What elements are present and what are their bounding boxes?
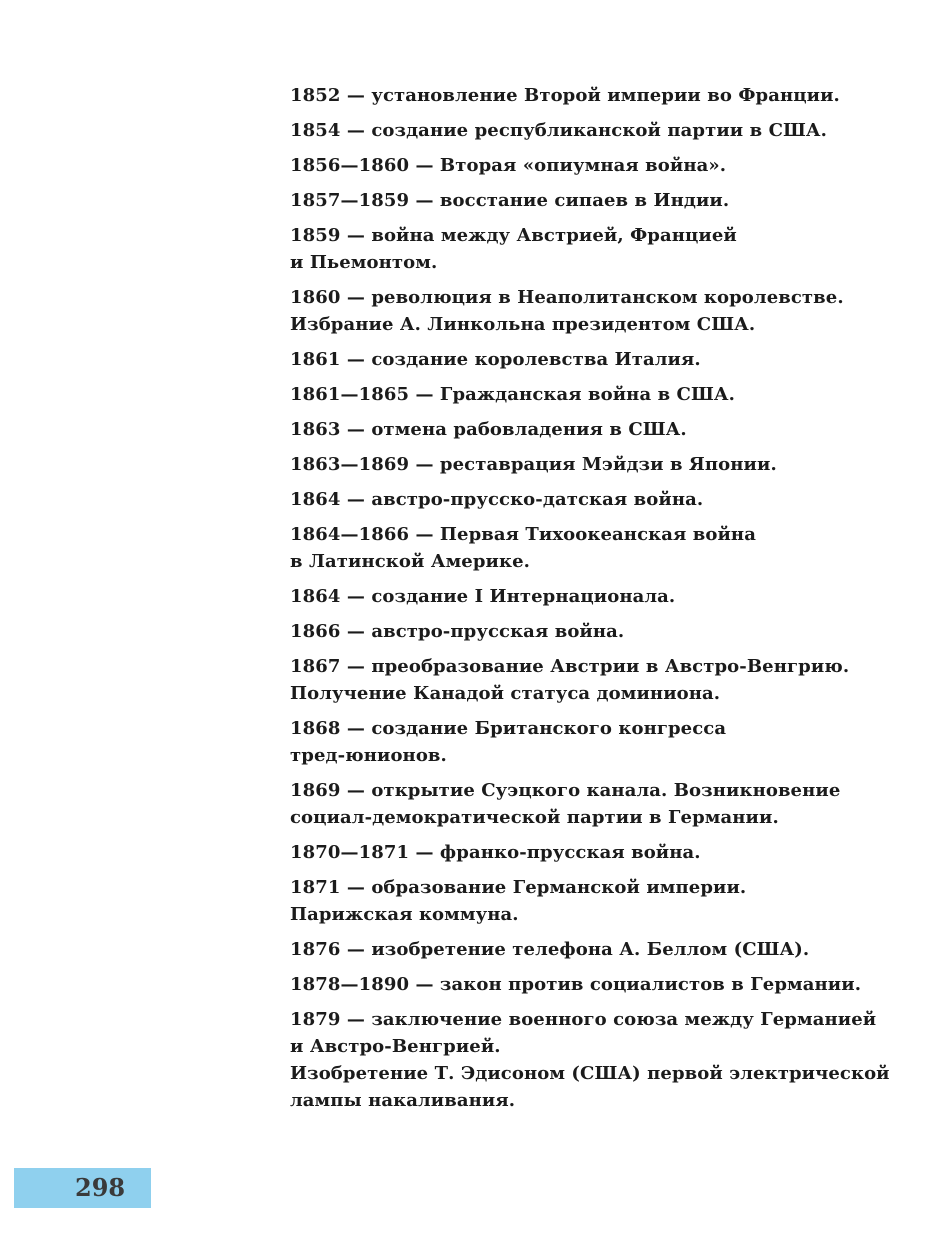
entry-line: 1860 — революция в Неаполитанском королевстве.: [290, 287, 844, 308]
chronology-entry: [290, 187, 870, 214]
entry-line: 1868 — создание Британского конгресса: [290, 718, 727, 739]
chronology-entry: [290, 82, 870, 109]
chronology-entry: [290, 839, 870, 866]
entry-line: 1861 — создание королевства Италия.: [290, 349, 701, 370]
chronology-entry: [290, 521, 870, 575]
entry-line: 1867 — преобразование Австрии в Австро-Венгрию.: [290, 656, 850, 677]
entry-line: 1856—1860 — Вторая «опиумная война».: [290, 155, 727, 176]
entry-line: 1866 — австро-прусская война.: [290, 621, 625, 642]
chronology-entry: [290, 346, 870, 373]
chronology-entry: [290, 222, 870, 276]
chronology-entry: [290, 416, 870, 443]
page-number: 298: [75, 1173, 126, 1202]
entry-line: 1854 — создание республиканской партии в США.: [290, 120, 828, 141]
chronology-entry: [290, 715, 870, 769]
entry-line: 1861—1865 — Гражданская война в США.: [290, 384, 736, 405]
chronology-entry: [290, 777, 870, 831]
chronology-entry: [290, 486, 870, 513]
entry-line: 1864 — создание I Интернационала.: [290, 586, 676, 607]
chronology-entry: [290, 874, 870, 928]
chronology-entry: [290, 152, 870, 179]
entry-line: лампы накаливания.: [290, 1090, 516, 1111]
chronology-entry: [290, 1006, 890, 1114]
chronology-entry: [290, 936, 870, 963]
entry-line: 1852 — установление Второй империи во Франции.: [290, 85, 840, 106]
entry-line: 1869 — открытие Суэцкого канала. Возникновение: [290, 780, 841, 801]
entry-line: 1870—1871 — франко-прусская война.: [290, 842, 701, 863]
chronology-entry: [290, 117, 870, 144]
entry-line: 1864 — австро-прусско-датская война.: [290, 489, 704, 510]
entry-line: 1859 — война между Австрией, Францией: [290, 225, 737, 246]
entry-line: в Латинской Америке.: [290, 551, 531, 572]
chronology-entry: [290, 284, 870, 338]
entry-line: Изобретение Т. Эдисоном (США) первой электрической: [290, 1063, 890, 1084]
entry-line: 1879 — заключение военного союза между Германией: [290, 1009, 877, 1030]
entry-line: Избрание А. Линкольна президентом США.: [290, 314, 756, 335]
entry-line: 1857—1859 — восстание сипаев в Индии.: [290, 190, 730, 211]
entry-line: социал-демократической партии в Германии.: [290, 807, 779, 828]
chronology-entry: [290, 583, 870, 610]
chronology-list: [290, 82, 890, 1122]
entry-line: и Австро-Венгрией.: [290, 1036, 501, 1057]
entry-line: 1864—1866 — Первая Тихоокеанская война: [290, 524, 756, 545]
entry-line: тред-юнионов.: [290, 745, 447, 766]
entry-line: 1871 — образование Германской империи.: [290, 877, 747, 898]
entry-line: Получение Канадой статуса доминиона.: [290, 683, 721, 704]
entry-line: 1863—1869 — реставрация Мэйдзи в Японии.: [290, 454, 777, 475]
entry-line: 1863 — отмена рабовладения в США.: [290, 419, 687, 440]
chronology-entry: [290, 618, 870, 645]
chronology-entry: [290, 971, 870, 998]
entry-line: 1878—1890 — закон против социалистов в Германии.: [290, 974, 862, 995]
chronology-entry: [290, 381, 870, 408]
chronology-entry: [290, 653, 870, 707]
entry-line: и Пьемонтом.: [290, 252, 438, 273]
entry-line: Парижская коммуна.: [290, 904, 519, 925]
chronology-entry: [290, 451, 870, 478]
entry-line: 1876 — изобретение телефона А. Беллом (США).: [290, 939, 810, 960]
